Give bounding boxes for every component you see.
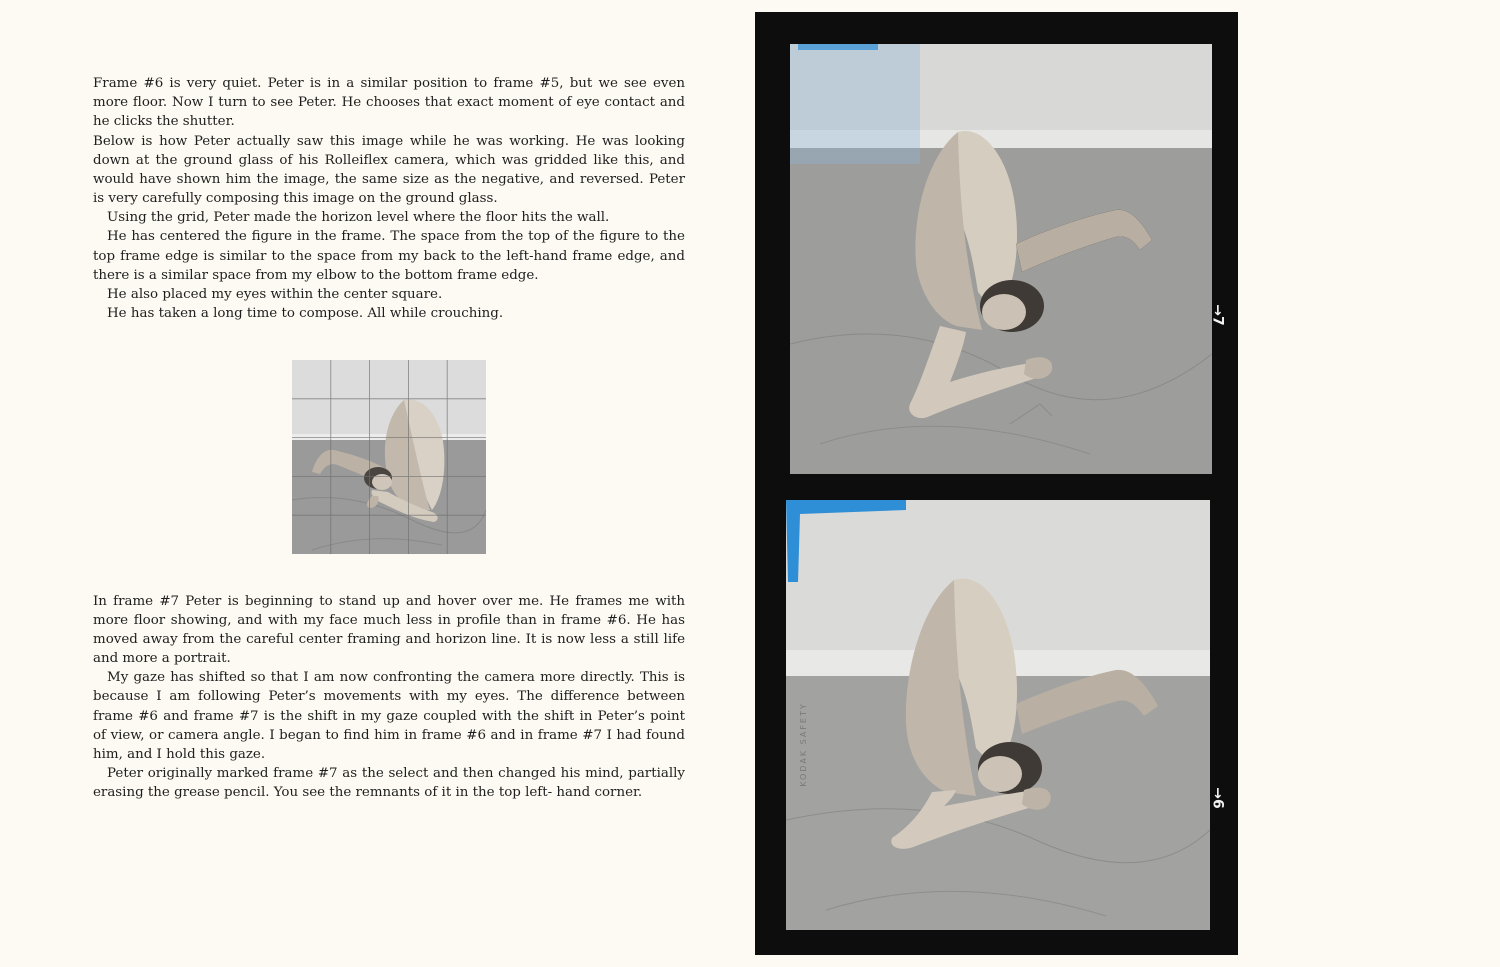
paragraph: My gaze has shifted so that I am now confronting the camera more directly. This is because I am following Peter’s movements with my eyes. The difference between frame #6 and frame #7 is the shift in my gaze coupled with the shift in Peter’s point of view, or camera angle. I began to find him in frame #6 and in frame #7 I had found him, and I hold this gaze. [93,670,685,762]
film-edge-print: KODAK SAFETY [798,702,808,787]
text-block-ground-glass [93,132,685,323]
paragraph: He has centered the figure in the frame. The space from the top of the figure to the top frame edge is similar to the space from my back to the left-hand frame edge, and there is a similar space from my elbow to the bottom frame edge. [93,229,685,283]
frame-7-photo [790,44,1212,474]
frame-6-photo [786,500,1210,930]
paragraph: In frame #7 Peter is beginning to stand up and hover over me. He frames me with more floor showing, and with my face much less in profile than in frame #6. He has moved away from the careful center framing and horizon line. It is now less a still life and more a portrait. [93,594,685,667]
contact-sheet-strip [755,12,1238,955]
paragraph: He also placed my eyes within the center square. [107,286,443,302]
paragraph: Frame #6 is very quiet. Peter is in a similar position to frame #5, but we see even more floor. Now I turn to see Peter. He chooses that exact moment of eye contact and he clicks the shutter. [93,76,685,130]
frame-number-6: →6 [1209,787,1226,809]
paragraph: Below is how Peter actually saw this image while he was working. He was looking down at the ground glass of his Rolleiflex camera, which was gridded like this, and would have shown him the image, the same size as the negative, and reversed. Peter is very carefully composing this image on the ground glass. [93,134,685,207]
frame-number-7: →7 [1209,304,1226,326]
paragraph: He has taken a long time to compose. All while crouching. [107,305,504,321]
frame-6-image [786,500,1210,930]
paragraph: Using the grid, Peter made the horizon level where the floor hits the wall. [107,210,610,226]
paragraph: Peter originally marked frame #7 as the select and then changed his mind, partially erasing the grease pencil. You see the remnants of it in the top left- hand corner. [93,765,685,800]
text-block-frame6 [93,74,685,131]
text-block-frame7 [93,592,685,802]
ground-glass-grid-photo [292,360,486,554]
ground-glass-image [292,360,486,554]
frame-7-image [790,44,1212,474]
